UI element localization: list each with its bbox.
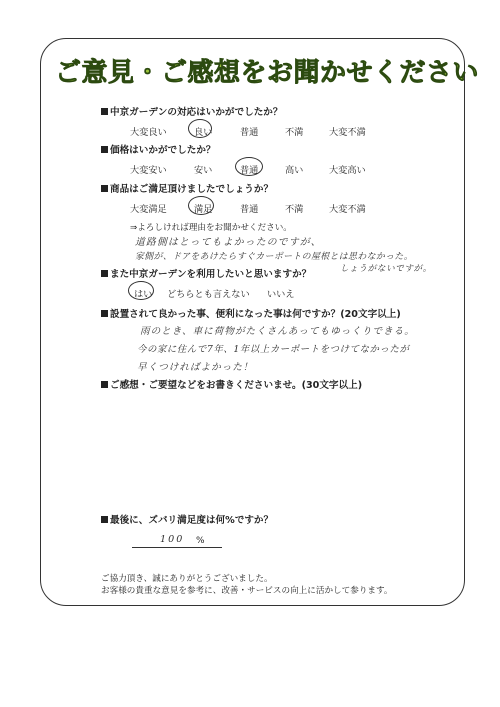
- selected-circle: [188, 196, 214, 215]
- question-label: ご感想・ご要望などをお書きくださいませ。(30文字以上): [110, 380, 363, 391]
- option-very-expensive[interactable]: 大変高い: [329, 165, 366, 176]
- option-unsatisfied[interactable]: 不満: [285, 127, 304, 138]
- option-very-unsatisfied[interactable]: 大変不満: [329, 204, 366, 215]
- option-cheap[interactable]: 安い: [194, 165, 213, 176]
- option-satisfied[interactable]: 満足: [194, 204, 213, 215]
- bullet-square-icon: [101, 310, 108, 317]
- answer-underline: [132, 547, 222, 548]
- question-label: また中京ガーデンを利用したいと思いますか？: [110, 269, 312, 280]
- percent-unit: %: [196, 536, 205, 546]
- handwritten-reason-line: しょうがないですが。: [340, 264, 432, 274]
- option-normal[interactable]: 普通: [240, 204, 259, 215]
- question-product: [101, 181, 273, 195]
- bullet-square-icon: [101, 185, 108, 192]
- question-label: 設置されて良かった事、便利になった事は何ですか？(20文字以上): [110, 309, 401, 320]
- selected-circle: [188, 119, 212, 138]
- handwritten-answer-line: 雨のとき、車に荷物がたくさんあってもゆっくりできる。: [140, 326, 415, 337]
- question-label: 商品はご満足頂けましたでしょうか？: [110, 184, 274, 195]
- handwritten-answer-line: 早くつければよかった！: [137, 362, 254, 373]
- question-benefits: [101, 306, 401, 320]
- option-good[interactable]: 良い: [194, 127, 213, 138]
- option-neither[interactable]: どちらとも言えない: [167, 289, 250, 300]
- question-reuse: [101, 266, 311, 280]
- bullet-square-icon: [101, 146, 108, 153]
- option-unsatisfied[interactable]: 不満: [285, 204, 304, 215]
- survey-title: ご意見・ご感想をお聞かせください: [55, 58, 480, 88]
- option-no[interactable]: いいえ: [267, 289, 295, 300]
- question-label: 中京ガーデンの対応はいかがでしたか？: [110, 107, 283, 118]
- selected-circle: [235, 157, 263, 176]
- question-response: [101, 104, 283, 118]
- question-satisfaction: [101, 512, 273, 526]
- handwritten-reason-line: 道路側はとってもよかったのですが、: [135, 237, 322, 248]
- handwritten-reason-line: 家側が、ドアをあけたらすぐカーポートの屋根とは思わなかった。: [135, 252, 413, 262]
- reason-prompt: ⇒よろしければ理由をお聞かせください。: [130, 223, 292, 233]
- handwritten-satisfaction-value: 100: [160, 534, 185, 545]
- option-very-unsatisfied[interactable]: 大変不満: [329, 127, 366, 138]
- option-very-cheap[interactable]: 大変安い: [130, 165, 167, 176]
- question-label: 最後に、ズバリ満足度は何%ですか？: [110, 515, 274, 526]
- option-very-satisfied[interactable]: 大変満足: [130, 204, 167, 215]
- footer-note: お客様の貴重な意見を参考に、改善・サービスの向上に活かして参ります。: [101, 586, 393, 596]
- option-normal[interactable]: 普通: [240, 127, 259, 138]
- option-yes[interactable]: はい: [134, 289, 153, 300]
- handwritten-answer-line: 今の家に住んで7年、1年以上カーポートをつけてなかったが: [137, 344, 410, 355]
- question-price: [101, 142, 216, 156]
- footer-thanks: ご協力頂き、誠にありがとうございました。: [101, 574, 273, 584]
- option-expensive[interactable]: 高い: [285, 165, 304, 176]
- option-normal[interactable]: 普通: [240, 165, 259, 176]
- option-very-good[interactable]: 大変良い: [130, 127, 167, 138]
- bullet-square-icon: [101, 516, 108, 523]
- question-comments: [101, 377, 362, 391]
- selected-circle: [128, 281, 154, 300]
- question-label: 価格はいかがでしたか？: [110, 145, 216, 156]
- bullet-square-icon: [101, 381, 108, 388]
- bullet-square-icon: [101, 108, 108, 115]
- bullet-square-icon: [101, 270, 108, 277]
